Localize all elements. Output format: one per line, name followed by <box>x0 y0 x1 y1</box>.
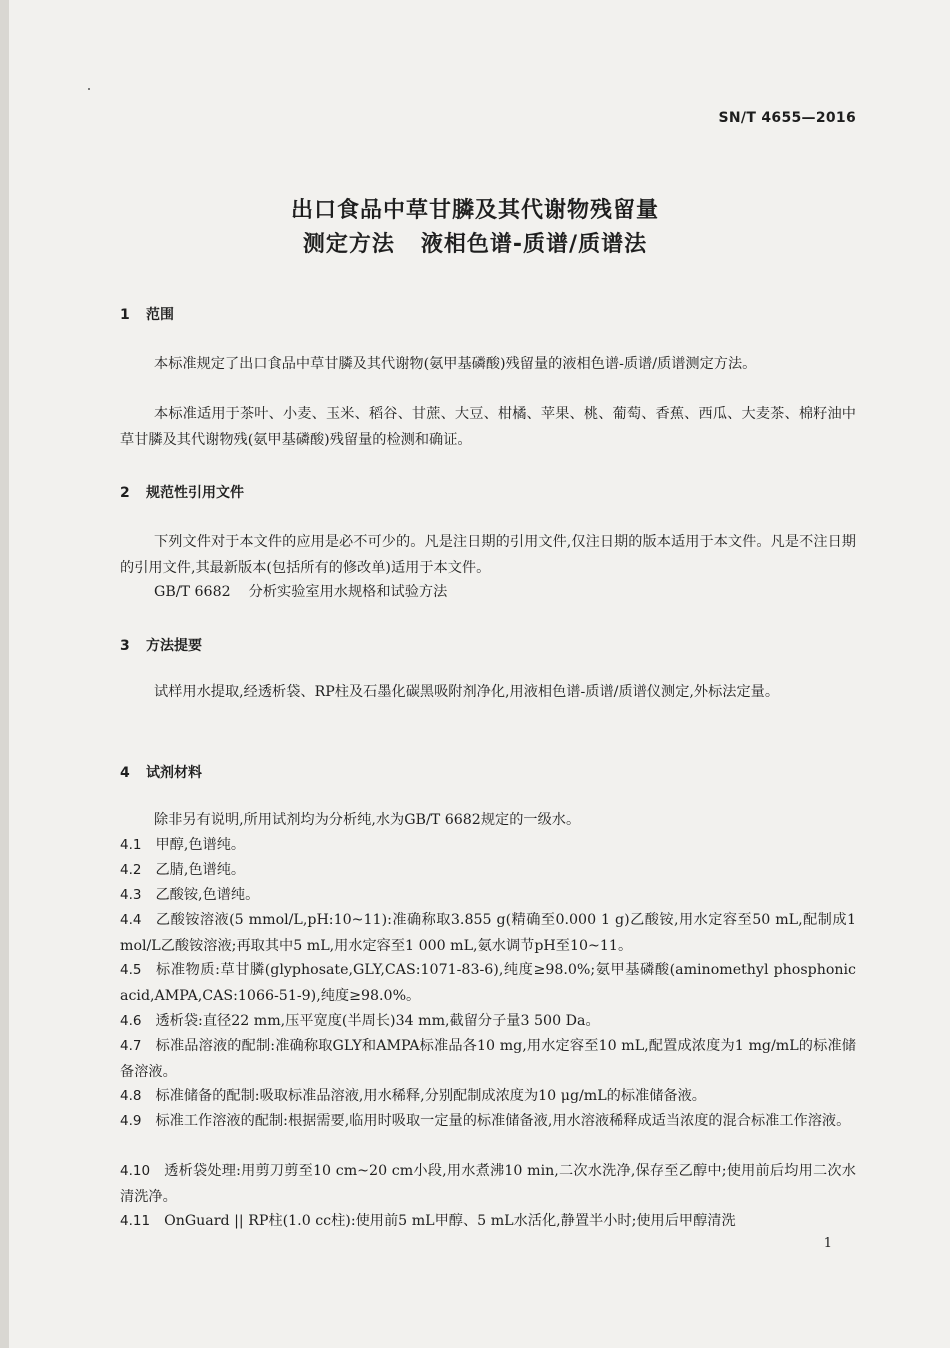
list-item <box>120 858 856 884</box>
section-title: 试剂材料 <box>146 765 202 781</box>
item-text: 乙酸铵溶液(5 mmol/L,pH:10~11):准确称取3.855 g(精确至0.000 1 g)乙酸铵,用水定容至50 mL,配制成1 mol/L乙酸铵溶液;再取其中5 mL,用水定容至1 000 mL,氨水调节pH至10~11。 <box>120 912 856 954</box>
section-heading-1 <box>120 304 174 324</box>
section-heading-3 <box>120 635 202 655</box>
item-number: 4.3 <box>120 887 142 903</box>
paragraph: 本标准适用于茶叶、小麦、玉米、稻谷、甘蔗、大豆、柑橘、苹果、桃、葡萄、香蕉、西瓜、大麦茶、棉籽油中草甘膦及其代谢物残(氨甲基磷酸)残留量的检测和确证。 <box>120 406 856 448</box>
list-item <box>120 958 856 1009</box>
list-item <box>120 908 856 959</box>
section-number: 3 <box>120 638 130 654</box>
item-text: 乙酸铵,色谱纯。 <box>155 887 260 903</box>
list-item <box>120 1109 856 1135</box>
list-item <box>120 1084 856 1110</box>
scan-speck <box>88 88 90 90</box>
item-number: 4.1 <box>120 837 142 853</box>
item-text: 标准工作溶液的配制:根据需要,临用时吸取一定量的标准储备液,用水溶液稀释成适当浓度的混合标准工作溶液。 <box>155 1113 851 1129</box>
standard-code: SN/T 4655—2016 <box>718 110 856 126</box>
item-number: 4.6 <box>120 1013 142 1029</box>
item-text: 透析袋:直径22 mm,压平宽度(半周长)34 mm,截留分子量3 500 Da。 <box>155 1013 600 1029</box>
list-item <box>120 1009 856 1035</box>
section-title: 方法提要 <box>146 638 202 654</box>
title-line-2b: 液相色谱-质谱/质谱法 <box>420 232 648 257</box>
section-number: 4 <box>120 765 130 781</box>
item-number: 4.10 <box>120 1163 151 1179</box>
list-item <box>120 833 856 859</box>
item-number: 4.5 <box>120 962 142 978</box>
item-text: OnGuard || RP柱(1.0 cc柱):使用前5 mL甲醇、5 mL水活化,静置半小时;使用后甲醇清洗 <box>164 1213 736 1229</box>
item-text: 标准物质:草甘膦(glyphosate,GLY,CAS:1071-83-6),纯度≥98.0%;氨甲基磷酸(aminomethyl phosphonic acid,AMPA,CAS:1066-51-9),纯度≥98.0%。 <box>120 962 856 1004</box>
title-line-2 <box>0 227 950 258</box>
item-number: 4.8 <box>120 1088 142 1104</box>
list-item <box>120 1034 856 1085</box>
paragraph: 本标准规定了出口食品中草甘膦及其代谢物(氨甲基磷酸)残留量的液相色谱-质谱/质谱测定方法。 <box>154 356 757 372</box>
section-title: 范围 <box>146 307 174 323</box>
item-number: 4.9 <box>120 1113 142 1129</box>
paragraph: 下列文件对于本文件的应用是必不可少的。凡是注日期的引用文件,仅注日期的版本适用于本文件。凡是不注日期的引用文件,其最新版本(包括所有的修改单)适用于本文件。 <box>120 534 856 576</box>
item-text: 透析袋处理:用剪刀剪至10 cm~20 cm小段,用水煮沸10 min,二次水洗净,保存至乙醇中;使用前后均用二次水清洗净。 <box>120 1163 856 1205</box>
normative-reference <box>120 580 856 606</box>
item-text: 标准品溶液的配制:准确称取GLY和AMPA标准品各10 mg,用水定容至10 mL,配置成浓度为1 mg/mL的标准储备溶液。 <box>120 1038 856 1080</box>
title-line-1: 出口食品中草甘膦及其代谢物残留量 <box>290 198 659 223</box>
item-text: 乙腈,色谱纯。 <box>155 862 246 878</box>
section-heading-2 <box>120 482 244 502</box>
item-text: 标准储备的配制:吸取标准品溶液,用水稀释,分别配制成浓度为10 μg/mL的标准储备液。 <box>155 1088 706 1104</box>
list-item <box>120 1209 856 1235</box>
title-line-2a: 测定方法 <box>302 232 395 257</box>
page-number: 1 <box>823 1236 832 1251</box>
list-item <box>120 1159 856 1210</box>
item-text: 甲醇,色谱纯。 <box>155 837 246 853</box>
section-number: 1 <box>120 307 130 323</box>
item-number: 4.4 <box>120 912 142 928</box>
section-number: 2 <box>120 485 130 501</box>
paragraph: 试样用水提取,经透析袋、RP柱及石墨化碳黑吸附剂净化,用液相色谱-质谱/质谱仪测定,外标法定量。 <box>154 684 780 700</box>
section-heading-4 <box>120 762 202 782</box>
item-number: 4.2 <box>120 862 142 878</box>
reference-code: GB/T 6682 <box>154 584 231 600</box>
reference-title: 分析实验室用水规格和试验方法 <box>248 584 448 600</box>
section-title: 规范性引用文件 <box>146 485 244 501</box>
item-number: 4.11 <box>120 1213 151 1229</box>
item-number: 4.7 <box>120 1038 142 1054</box>
paragraph: 除非另有说明,所用试剂均为分析纯,水为GB/T 6682规定的一级水。 <box>154 812 581 828</box>
list-item <box>120 883 856 909</box>
